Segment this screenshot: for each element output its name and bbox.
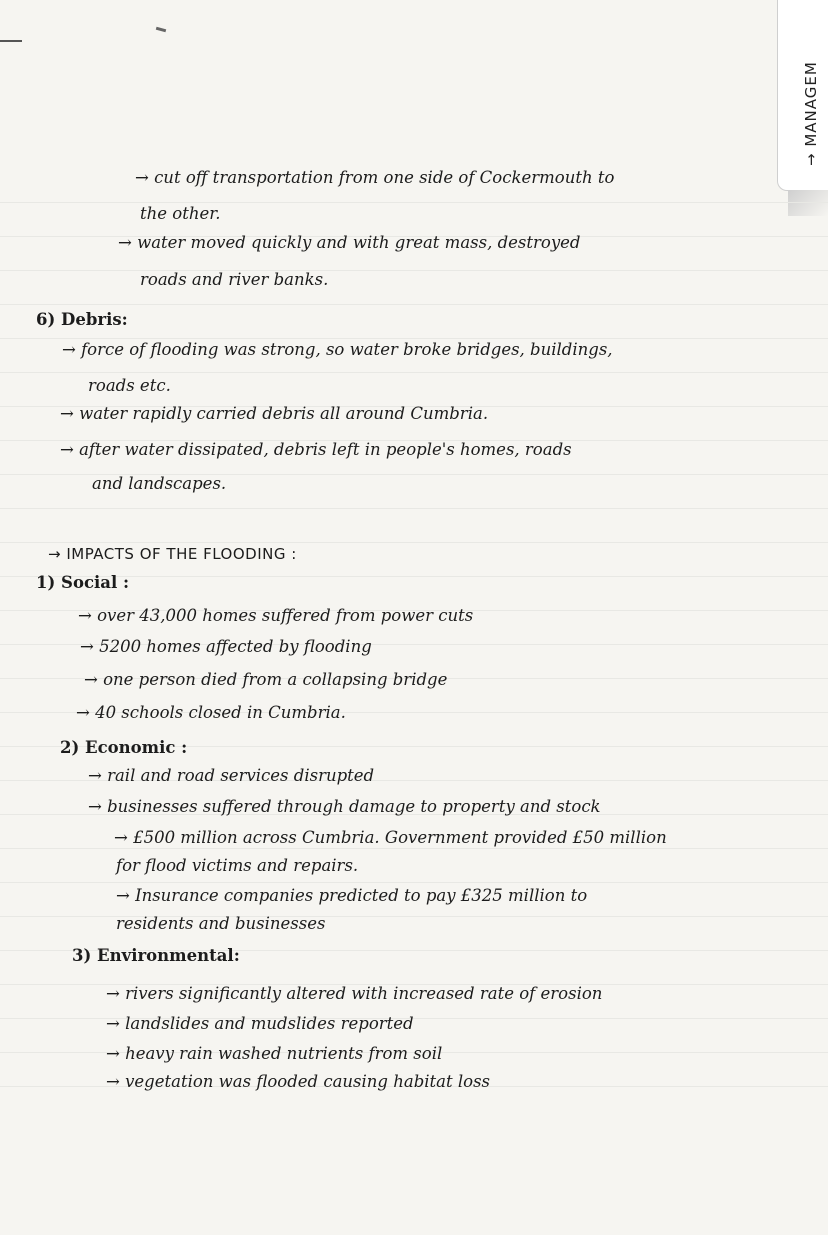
note-line: → heavy rain washed nutrients from soil bbox=[106, 1044, 443, 1063]
ruled-line bbox=[0, 202, 828, 203]
note-line: → one person died from a collapsing bridge bbox=[84, 670, 448, 689]
note-line: the other. bbox=[140, 204, 221, 223]
pen-mark bbox=[156, 27, 166, 32]
note-line: → 5200 homes affected by flooding bbox=[80, 637, 372, 656]
note-line: → after water dissipated, debris left in people's homes, roads bbox=[60, 440, 572, 459]
note-line: → £500 million across Cumbria. Government provided £50 million bbox=[114, 828, 667, 847]
note-line: → vegetation was flooded causing habitat loss bbox=[106, 1072, 491, 1091]
section-heading: 1) Social : bbox=[36, 573, 130, 592]
section-heading: 3) Environmental: bbox=[72, 946, 240, 965]
note-line: and landscapes. bbox=[92, 474, 227, 493]
note-line: → landslides and mudslides reported bbox=[106, 1014, 414, 1033]
note-line: → water rapidly carried debris all around Cumbria. bbox=[60, 404, 489, 423]
note-line: → businesses suffered through damage to property and stock bbox=[88, 797, 601, 816]
ruled-line bbox=[0, 882, 828, 883]
note-line: → rivers significantly altered with increased rate of erosion bbox=[106, 984, 603, 1003]
note-line: → rail and road services disrupted bbox=[88, 766, 375, 785]
note-line: → Insurance companies predicted to pay £325 million to bbox=[116, 886, 588, 905]
note-line: → force of flooding was strong, so water broke bridges, buildings, bbox=[62, 340, 613, 359]
section-heading: 6) Debris: bbox=[36, 310, 128, 329]
note-line: → over 43,000 homes suffered from power cuts bbox=[78, 606, 474, 625]
page-corner bbox=[788, 190, 828, 216]
ruled-line bbox=[0, 542, 828, 543]
pen-mark bbox=[0, 40, 22, 42]
note-line: → water moved quickly and with great mass, destroyed bbox=[118, 233, 581, 252]
ruled-line bbox=[0, 508, 828, 509]
note-line: → 40 schools closed in Cumbria. bbox=[76, 703, 346, 722]
section-heading: 2) Economic : bbox=[60, 738, 188, 757]
ruled-line bbox=[0, 304, 828, 305]
note-line: roads etc. bbox=[88, 376, 171, 395]
ruled-line bbox=[0, 338, 828, 339]
note-line: for flood victims and repairs. bbox=[116, 856, 359, 875]
note-line: roads and river banks. bbox=[140, 270, 329, 289]
ruled-line bbox=[0, 372, 828, 373]
note-line: → cut off transportation from one side of Cockermouth to bbox=[135, 168, 615, 187]
section-tab-label: → MANAGEM bbox=[802, 61, 820, 166]
ruled-line bbox=[0, 270, 828, 271]
main-heading: → IMPACTS OF THE FLOODING : bbox=[48, 545, 297, 563]
section-tab bbox=[777, 0, 828, 191]
ruled-line bbox=[0, 848, 828, 849]
note-line: residents and businesses bbox=[116, 914, 326, 933]
